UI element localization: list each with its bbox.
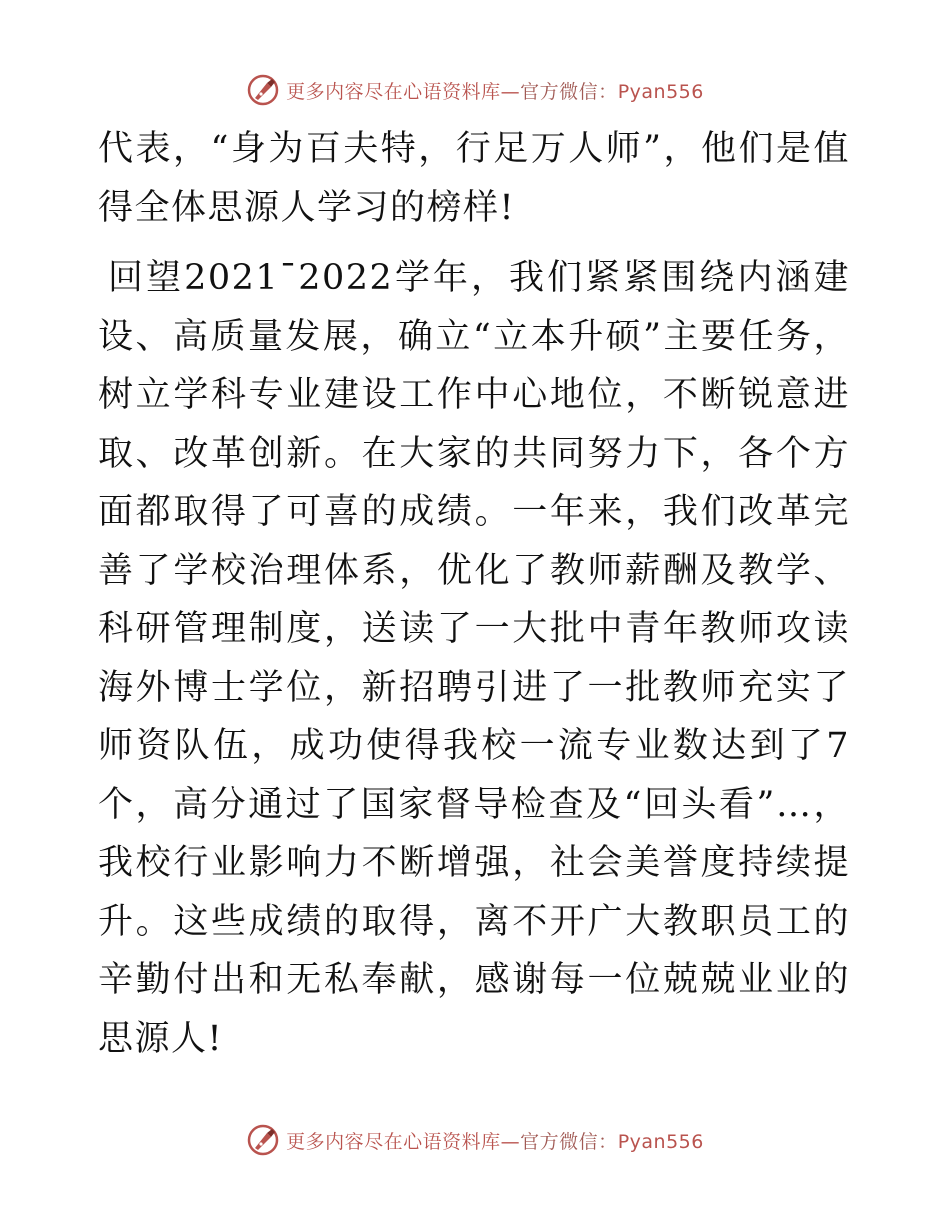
header-banner-dash: — [500,80,521,103]
footer-banner-text [286,1127,704,1154]
document-body [98,120,850,1068]
pen-nib-logo-icon [246,73,280,107]
footer-banner-handle: Pyan556 [617,1130,704,1153]
header-banner-handle: Pyan556 [617,80,704,103]
footer-banner-main: 更多内容尽在心语资料库 [286,1130,501,1153]
header-banner-main: 更多内容尽在心语资料库 [286,80,501,103]
pen-nib-logo-icon [246,1123,280,1157]
header-banner-wechat: 官方微信： [520,80,618,103]
footer-banner-dash: — [500,1130,521,1153]
footer-banner [0,1120,950,1160]
header-banner-text [286,77,704,104]
paragraph-1: 代表，“身为百夫特，行足万人师”，他们是值得全体思源人学习的榜样! [98,129,850,228]
paragraph-2: 回望2021¯2022学年，我们紧紧围绕内涵建设、高质量发展，确立“立本升硕”主要任务，树立学科专业建设工作中心地位，不断锐意进取、改革创新。在大家的共同努力下，各个方面都取得了可喜的成绩。一年来，我们改革完善了学校治理体系，优化了教师薪酬及教学、科研管理制度，送读了一大批中青年教师攻读海外博士学位，新招聘引进了一批教师充实了师资队伍，成功使得我校一流专业数达到了7个，高分通过了国家督导检查及“回头看”…，我校行业影响力不断增强，社会美誉度持续提升。这些成绩的取得，离不开广大教职员工的辛勤付出和无私奉献，感谢每一位兢兢业业的思源人! [98,258,850,1059]
header-banner [0,70,950,110]
footer-banner-wechat: 官方微信： [520,1130,618,1153]
